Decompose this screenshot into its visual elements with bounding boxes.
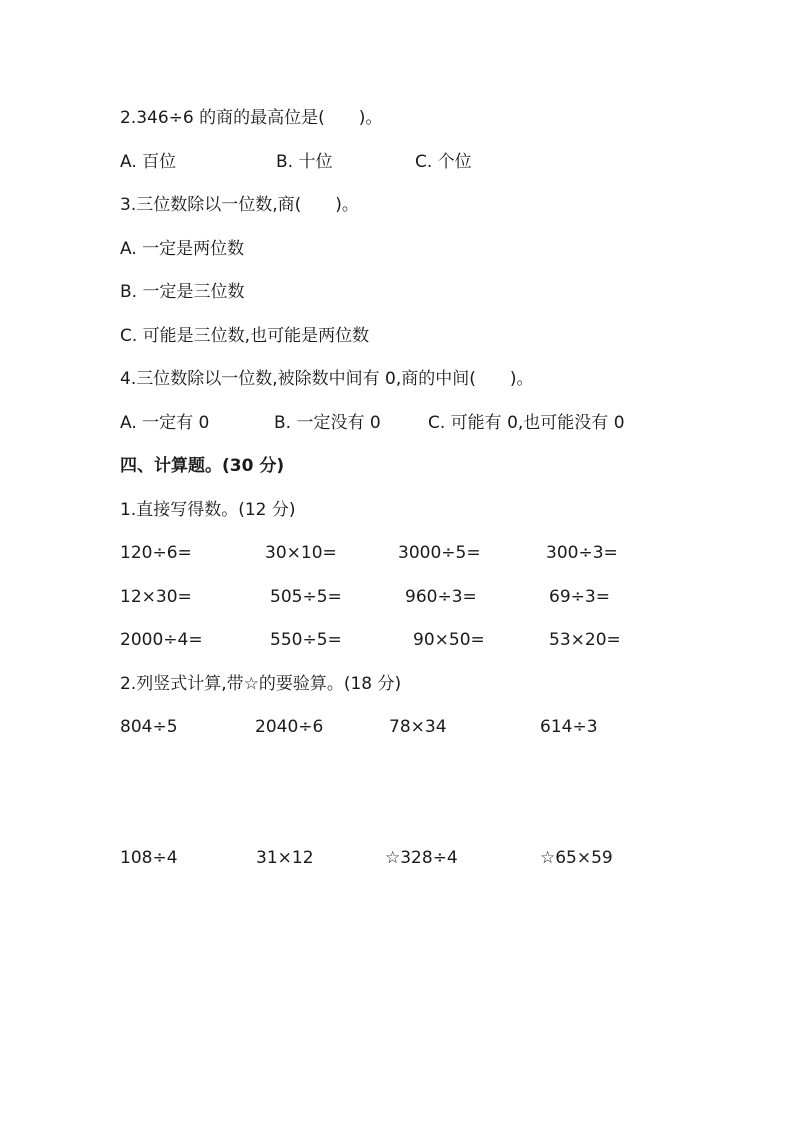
oral-calc-item: 30×10=: [265, 543, 337, 563]
question-2-stem: 2.346÷6 的商的最高位是( )。: [120, 108, 383, 128]
vertical-calc-item: 108÷4: [120, 848, 178, 868]
part-1-title: 1.直接写得数。(12 分): [120, 500, 296, 520]
vertical-calc-item: 804÷5: [120, 717, 178, 737]
question-3-option-a: A. 一定是两位数: [120, 239, 245, 259]
section-title: 四、计算题。(30 分): [120, 456, 285, 476]
vertical-calc-item: ☆328÷4: [385, 848, 458, 868]
oral-calc-item: 53×20=: [549, 630, 621, 650]
question-2-option-a: A. 百位: [120, 152, 177, 172]
question-4-stem: 4.三位数除以一位数,被除数中间有 0,商的中间( )。: [120, 369, 534, 389]
vertical-calc-item: 2040÷6: [255, 717, 324, 737]
question-3-option-b: B. 一定是三位数: [120, 282, 245, 302]
oral-calc-item: 90×50=: [413, 630, 485, 650]
question-3-option-c: C. 可能是三位数,也可能是两位数: [120, 326, 370, 346]
question-2-option-c: C. 个位: [415, 152, 472, 172]
part-2-title: 2.列竖式计算,带☆的要验算。(18 分): [120, 674, 402, 694]
oral-calc-item: 960÷3=: [405, 587, 477, 607]
oral-calc-item: 2000÷4=: [120, 630, 203, 650]
question-4-option-b: B. 一定没有 0: [274, 413, 381, 433]
oral-calc-item: 3000÷5=: [398, 543, 481, 563]
oral-calc-item: 505÷5=: [270, 587, 342, 607]
oral-calc-item: 120÷6=: [120, 543, 192, 563]
question-2-option-b: B. 十位: [276, 152, 333, 172]
vertical-calc-item: 31×12: [256, 848, 314, 868]
oral-calc-item: 550÷5=: [270, 630, 342, 650]
vertical-calc-item: ☆65×59: [540, 848, 613, 868]
vertical-calc-item: 614÷3: [540, 717, 598, 737]
oral-calc-item: 300÷3=: [546, 543, 618, 563]
question-4-option-c: C. 可能有 0,也可能没有 0: [428, 413, 625, 433]
oral-calc-item: 69÷3=: [549, 587, 610, 607]
question-3-stem: 3.三位数除以一位数,商( )。: [120, 195, 359, 215]
oral-calc-item: 12×30=: [120, 587, 192, 607]
question-4-option-a: A. 一定有 0: [120, 413, 210, 433]
vertical-calc-item: 78×34: [389, 717, 447, 737]
